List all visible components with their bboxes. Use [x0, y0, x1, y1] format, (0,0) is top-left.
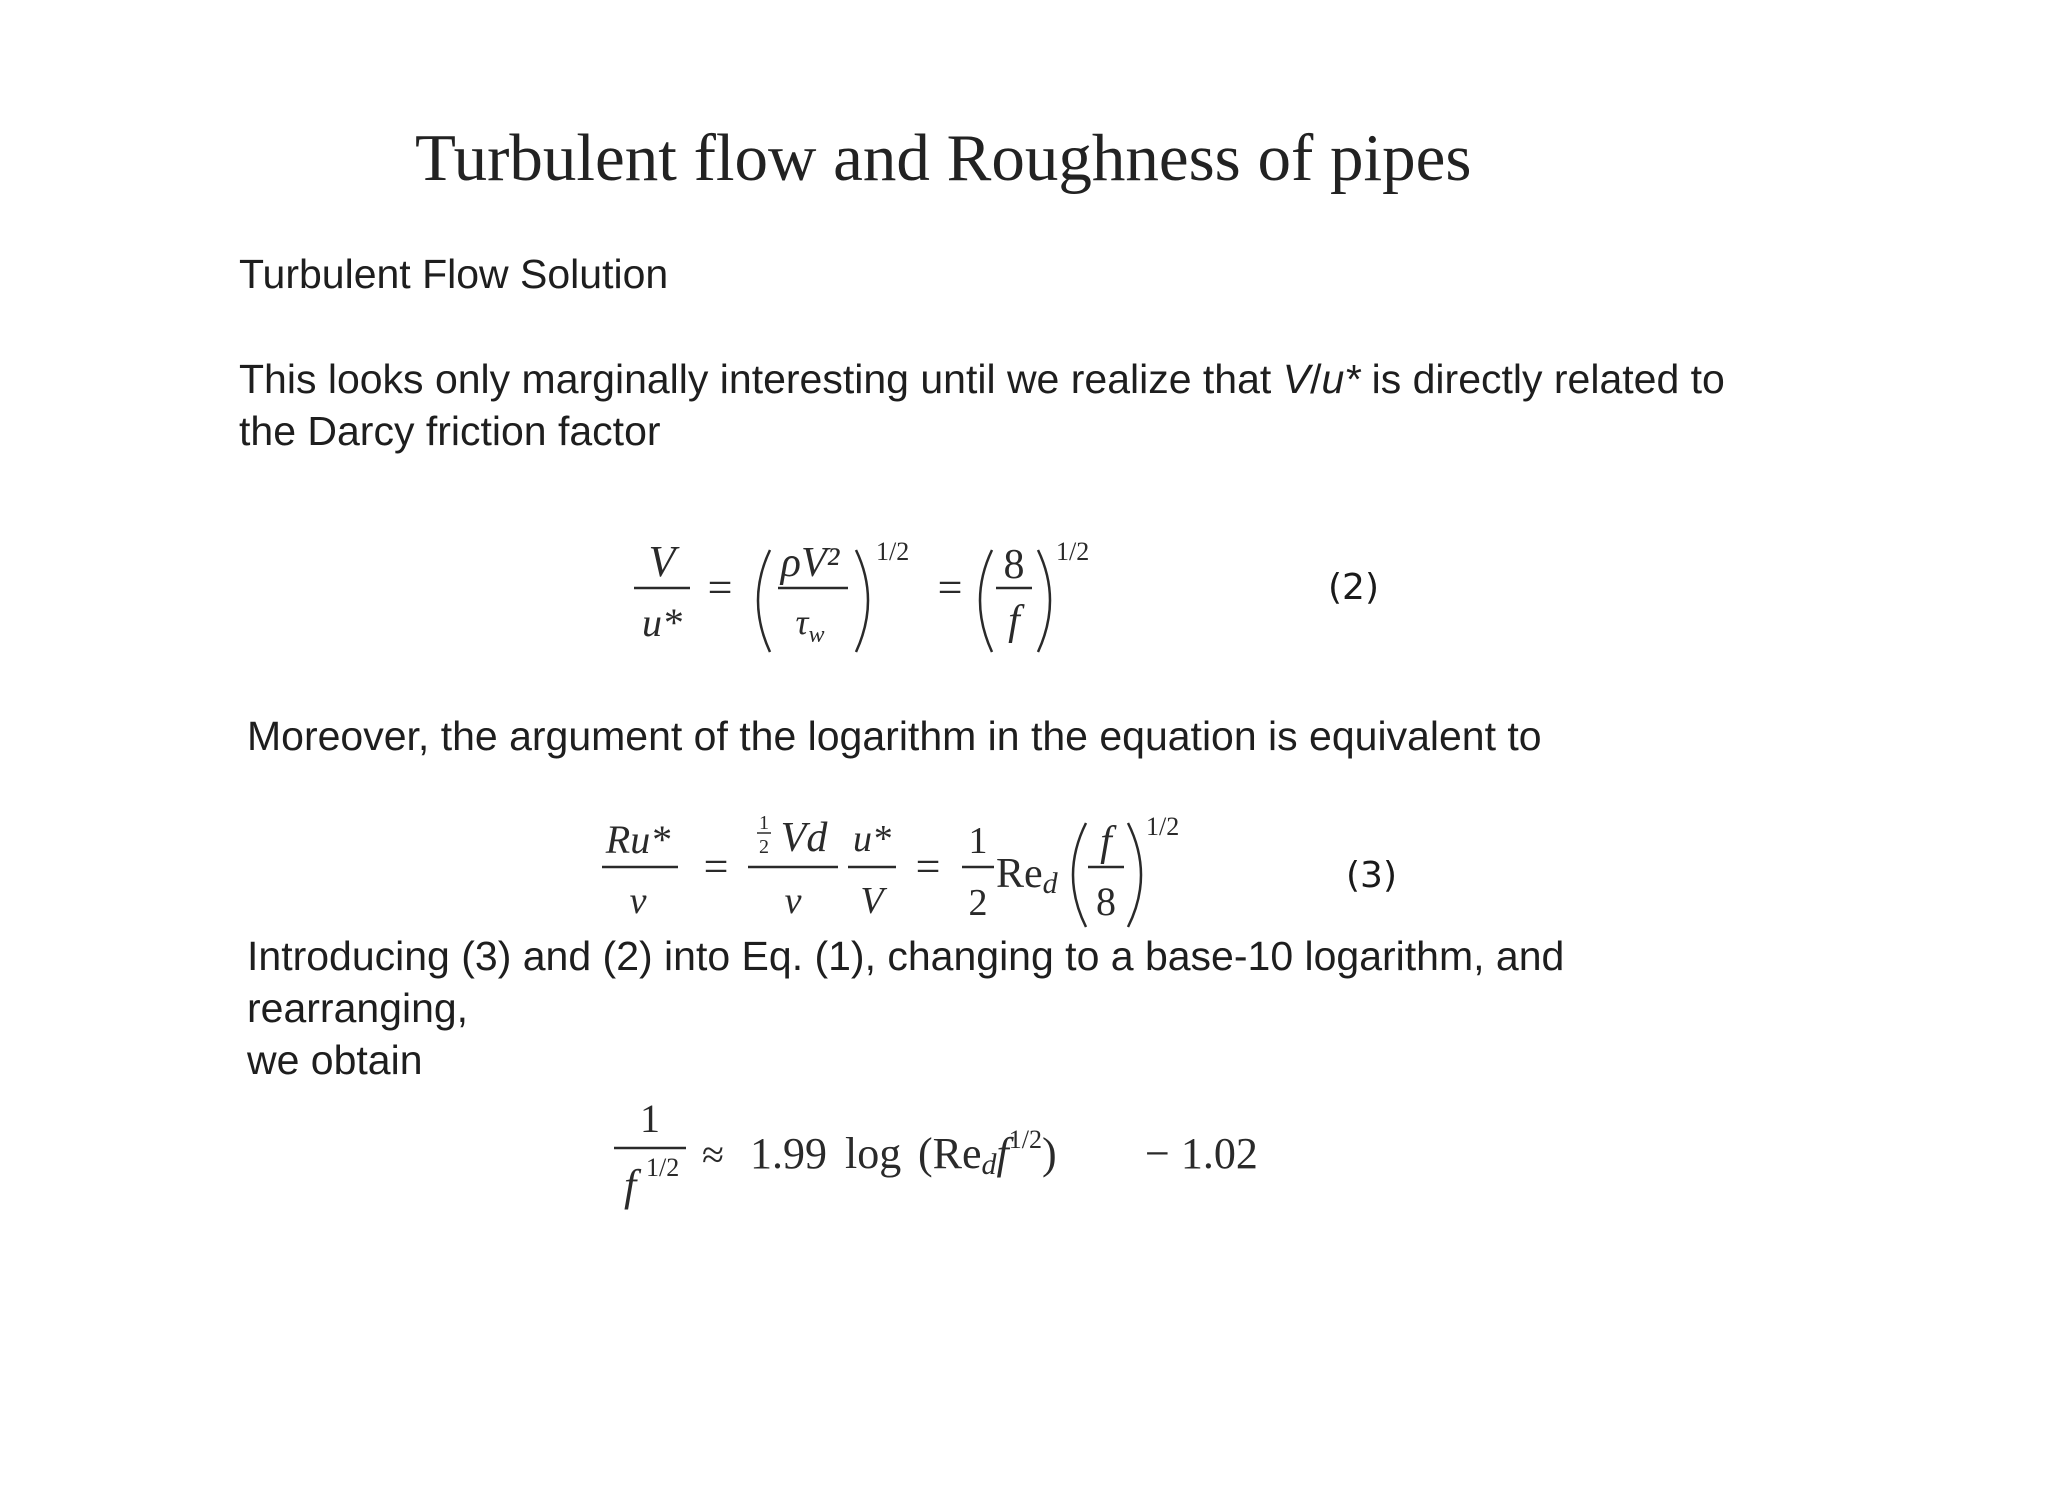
final-approx: ≈	[702, 1132, 724, 1177]
eq3-mid-den: ν	[784, 880, 802, 922]
logarithm-paragraph: Moreover, the argument of the logarithm in the equation is equivalent to	[247, 713, 1542, 759]
derivation-line-1: Introducing (3) and (2) into Eq. (1), changing to a base-10 logarithm, and	[247, 933, 1565, 979]
var-v: V	[1282, 356, 1311, 402]
eq3-u-den: V	[860, 880, 884, 922]
intro-line-2: the Darcy friction factor	[239, 408, 661, 454]
eq2-paren-right-1	[856, 550, 868, 652]
section-subtitle: Turbulent Flow Solution	[239, 251, 669, 297]
eq2-lhs-den: u*	[642, 600, 682, 645]
eq2-rhs-num: 8	[1003, 542, 1025, 588]
eq2-mid-num: ρV²	[780, 540, 840, 586]
eq2-paren-left-2	[980, 550, 992, 652]
eq2-equals-2: =	[937, 563, 963, 612]
eq2-lhs-num: V	[648, 537, 676, 586]
eq2-rhs-exp: 1/2	[1056, 537, 1090, 566]
equation-3-label: (3)	[1346, 855, 1397, 896]
var-u-star: u*	[1321, 356, 1361, 402]
final-tail: − 1.02	[1145, 1129, 1258, 1178]
derivation-paragraph	[247, 930, 1564, 1086]
intro-line-1: This looks only marginally interesting until we realize that V/u* is directly related to	[239, 356, 1725, 402]
eq3-small-half-num: 1	[759, 812, 769, 834]
derivation-line-3: we obtain	[247, 1037, 423, 1083]
eq2-paren-left-1	[758, 550, 770, 652]
final-coefficient: 1.99	[750, 1129, 827, 1178]
equation-2-label: (2)	[1328, 567, 1379, 608]
eq2-mid-den: $\tau_w$	[795, 602, 825, 648]
equation-3	[590, 805, 1210, 935]
eq3-mid-num: Vd	[780, 815, 828, 861]
eq3-paren-den: 8	[1096, 879, 1116, 924]
eq3-paren-num: f	[1100, 819, 1112, 865]
eq3-lhs-num: Ru*	[605, 817, 671, 862]
equation-2	[620, 530, 1120, 670]
final-log: log	[845, 1129, 902, 1178]
final-lhs-den: f	[624, 1161, 637, 1210]
final-equation	[600, 1090, 1260, 1220]
eq2-mid-exp: 1/2	[876, 537, 910, 566]
eq2-rhs-den: f	[1008, 598, 1020, 644]
eq3-half-num: 1	[968, 820, 988, 862]
eq2-paren-right-2	[1038, 550, 1050, 652]
eq3-paren-left	[1073, 823, 1086, 927]
eq3-equals-2: =	[915, 842, 941, 891]
derivation-line-2: rearranging,	[247, 985, 469, 1031]
eq3-equals-1: =	[703, 842, 729, 891]
eq3-re: Red	[996, 851, 1058, 900]
eq3-paren-right	[1128, 823, 1141, 927]
eq3-small-half-den: 2	[759, 836, 769, 858]
eq3-u-num: u*	[853, 818, 891, 860]
eq3-half-den: 2	[968, 882, 988, 924]
eq3-exp: 1/2	[1146, 812, 1180, 841]
intro-paragraph	[239, 353, 1725, 457]
final-lhs-den-exp: 1/2	[646, 1153, 680, 1182]
final-lhs-num: 1	[640, 1096, 660, 1141]
final-re-term: (Redf$^{1/2}$)	[918, 1125, 1057, 1181]
page-title: Turbulent flow and Roughness of pipes	[415, 121, 1472, 195]
eq3-lhs-den: ν	[629, 880, 647, 922]
eq2-equals-1: =	[707, 563, 733, 612]
